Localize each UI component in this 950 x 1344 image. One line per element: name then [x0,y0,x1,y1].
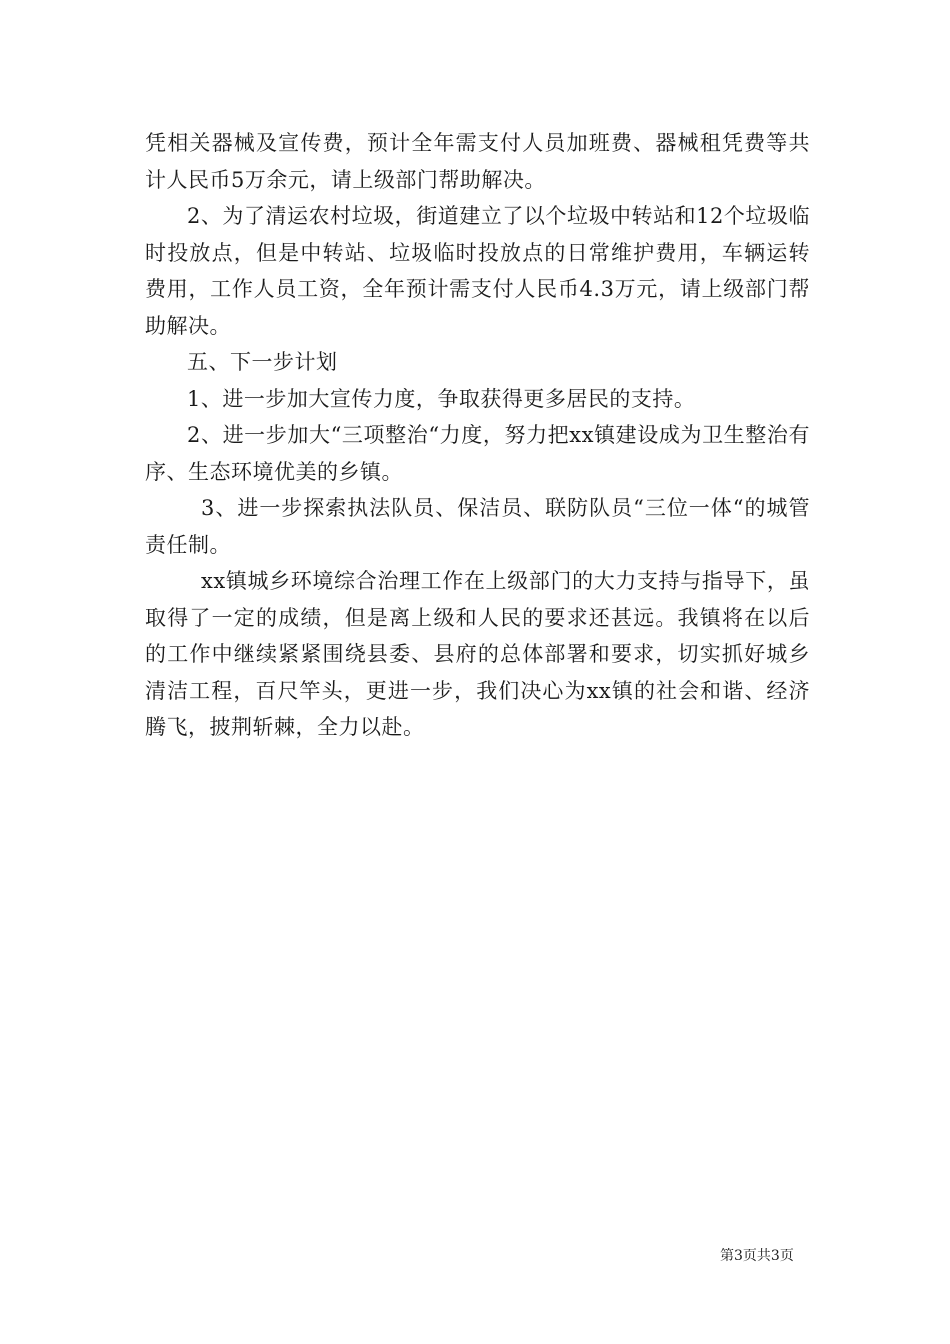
paragraph-conclusion: xx镇城乡环境综合治理工作在上级部门的大力支持与指导下，虽取得了一定的成绩，但是离上级和人民的要求还甚远。我镇将在以后的工作中继续紧紧围绕县委、县府的总体部署和要求，切实抓好城乡清洁工程，百尺竿头，更进一步，我们决心为xx镇的社会和谐、经济腾飞，披荆斩棘，全力以赴。 [145,569,810,739]
document-body [145,125,810,746]
paragraph-continuation: 凭相关器械及宣传费，预计全年需支付人员加班费、器械租凭费等共计人民币5万余元，请上级部门帮助解决。 [145,131,810,192]
paragraph-plan-1: 1、进一步加大宣传力度，争取获得更多居民的支持。 [187,386,696,411]
page-number-footer: 第3页共3页 [720,1248,794,1264]
section-heading-next-plan: 五、下一步计划 [187,350,338,374]
paragraph-plan-3: 3、进一步探索执法队员、保洁员、联防队员“三位一体“的城管责任制。 [145,496,810,557]
paragraph-item-2-garbage: 2、为了清运农村垃圾，街道建立了以个垃圾中转站和12个垃圾临时投放点，但是中转站、垃圾临时投放点的日常维护费用，车辆运转费用，工作人员工资，全年预计需支付人民币4.3万元，请上级部门帮助解决。 [145,204,810,338]
paragraph-plan-2: 2、进一步加大“三项整治“力度，努力把xx镇建设成为卫生整治有序、生态环境优美的乡镇。 [145,423,810,484]
